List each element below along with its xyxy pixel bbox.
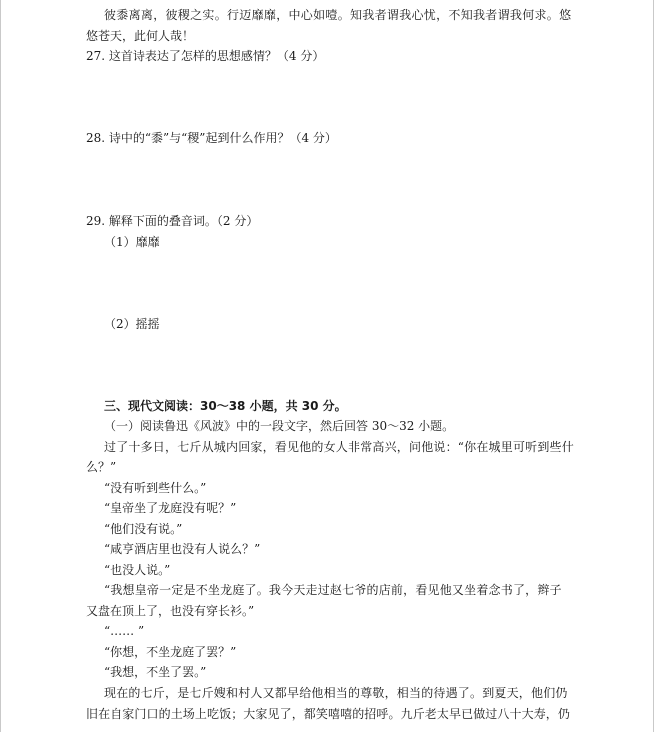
dialogue-line-3: “他们没有说。” xyxy=(104,522,183,536)
dialogue-line-5: “也没人说。” xyxy=(104,563,171,577)
section-heading: 三、现代文阅读：30～38 小题，共 30 分。 xyxy=(104,399,347,413)
passage-paragraph-1-line-1: 过了十多日，七斤从城内回家，看见他的女人非常高兴，问他说：“你在城里可听到些什 xyxy=(104,440,574,454)
question-28: 28. 诗中的“黍”与“稷”起到什么作用？（4 分） xyxy=(86,131,337,145)
dialogue-line-7: “你想，不坐龙庭了罢？” xyxy=(104,645,237,659)
dialogue-line-2: “皇帝坐了龙庭没有呢？” xyxy=(104,501,237,515)
dialogue-line-6: “…… ” xyxy=(104,624,145,638)
dialogue-line-1: “没有听到些什么。” xyxy=(104,481,207,495)
dialogue-line-8: “我想，不坐了罢。” xyxy=(104,665,207,679)
dialogue-line-4: “咸亨酒店里也没有人说么？” xyxy=(104,542,261,556)
question-29: 29. 解释下面的叠音词。（2 分） xyxy=(86,214,259,228)
question-29-item-2: （2）摇摇 xyxy=(104,317,160,331)
page-border-left xyxy=(0,0,1,732)
question-29-item-1: （1）靡靡 xyxy=(104,235,160,249)
passage-paragraph-2-line-1: “我想皇帝一定是不坐龙庭了。我今天走过赵七爷的店前，看见他又坐着念书了，辫子 xyxy=(104,583,562,597)
poem-line-1: 彼黍离离，彼稷之实。行迈靡靡，中心如噎。知我者谓我心忧，不知我者谓我何求。悠 xyxy=(104,8,572,22)
passage-paragraph-3-line-1: 现在的七斤，是七斤嫂和村人又都早给他相当的尊敬，相当的待遇了。到夏天，他们仍 xyxy=(104,686,568,700)
poem-line-2: 悠苍天，此何人哉！ xyxy=(86,29,195,43)
question-27: 27. 这首诗表达了怎样的思想感情？（4 分） xyxy=(86,49,325,63)
passage-paragraph-1-line-2: 么？” xyxy=(86,460,117,474)
passage-paragraph-3-line-2: 旧在自家门口的土场上吃饭；大家见了，都笑嘻嘻的招呼。九斤老太早已做过八十大寿，仍 xyxy=(86,707,571,721)
passage-paragraph-2-line-2: 又盘在顶上了，也没有穿长衫。” xyxy=(86,604,255,618)
section-intro: （一）阅读鲁迅《风波》中的一段文字，然后回答 30～32 小题。 xyxy=(104,419,455,433)
